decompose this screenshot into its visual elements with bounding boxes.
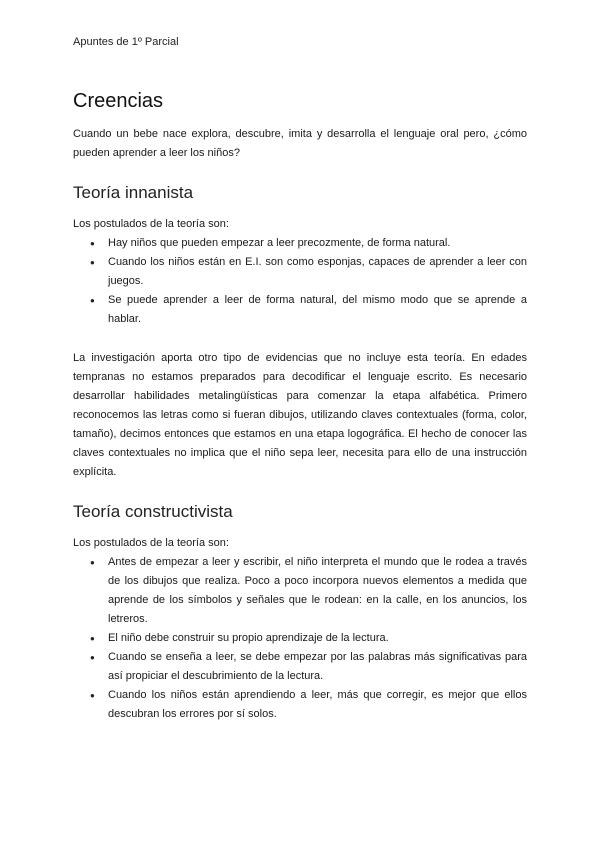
section-heading-constructivista: Teoría constructivista (73, 502, 233, 521)
list-item: ● Cuando los niños están aprendiendo a leer, más que corregir, es mejor que ellos descubran los errores por sí solos. (108, 686, 527, 724)
list-item: ● Cuando los niños están en E.I. son como esponjas, capaces de aprender a leer con juegos. (108, 253, 527, 291)
list-item: ● Se puede aprender a leer de forma natural, del mismo modo que se aprende a hablar. (108, 291, 527, 329)
body-paragraph: La investigación aporta otro tipo de evidencias que no incluye esta teoría. En edades tempranas no estamos preparados para decodificar el lenguaje escrito. Es necesario desarrollar habilidades metalingüísticas para comenzar la etapa alfabética. Primero reconocemos las letras como si fueran dibujos, utilizando claves contextuales (forma, color, tamaño), decimos entonces que estamos en una etapa logográfica. El hecho de conocer las claves contextuales no implica que el niño sepa leer, necesita para ello de una instrucción explícita. (73, 352, 527, 478)
list-item: ● El niño debe construir su propio aprendizaje de la lectura. (108, 629, 527, 648)
section-lead: Los postulados de la teoría son: (73, 537, 229, 549)
section-heading-innanista: Teoría innanista (73, 183, 194, 202)
page-title: Creencias (73, 90, 164, 112)
running-header: Apuntes de 1º Parcial (73, 36, 179, 48)
postulates-list-constructivista (73, 553, 527, 724)
section-lead: Los postulados de la teoría son: (73, 218, 229, 230)
document-body (73, 90, 527, 724)
list-item: ● Cuando se enseña a leer, se debe empezar por las palabras más significativas para así propiciar el descubrimiento de la lectura. (108, 648, 527, 686)
postulates-list-innanista (73, 234, 527, 329)
list-item: ● Antes de empezar a leer y escribir, el niño interpreta el mundo que le rodea a través de los dibujos que realiza. Poco a poco incorpora nuevos elementos a medida que aprende de los símbolos y señales que le rodean: en la calle, en los anuncios, los letreros. (108, 553, 527, 629)
list-item: ● Hay niños que pueden empezar a leer precozmente, de forma natural. (108, 234, 527, 253)
intro-paragraph: Cuando un bebe nace explora, descubre, imita y desarrolla el lenguaje oral pero, ¿cómo pueden aprender a leer los niños? (73, 128, 527, 159)
